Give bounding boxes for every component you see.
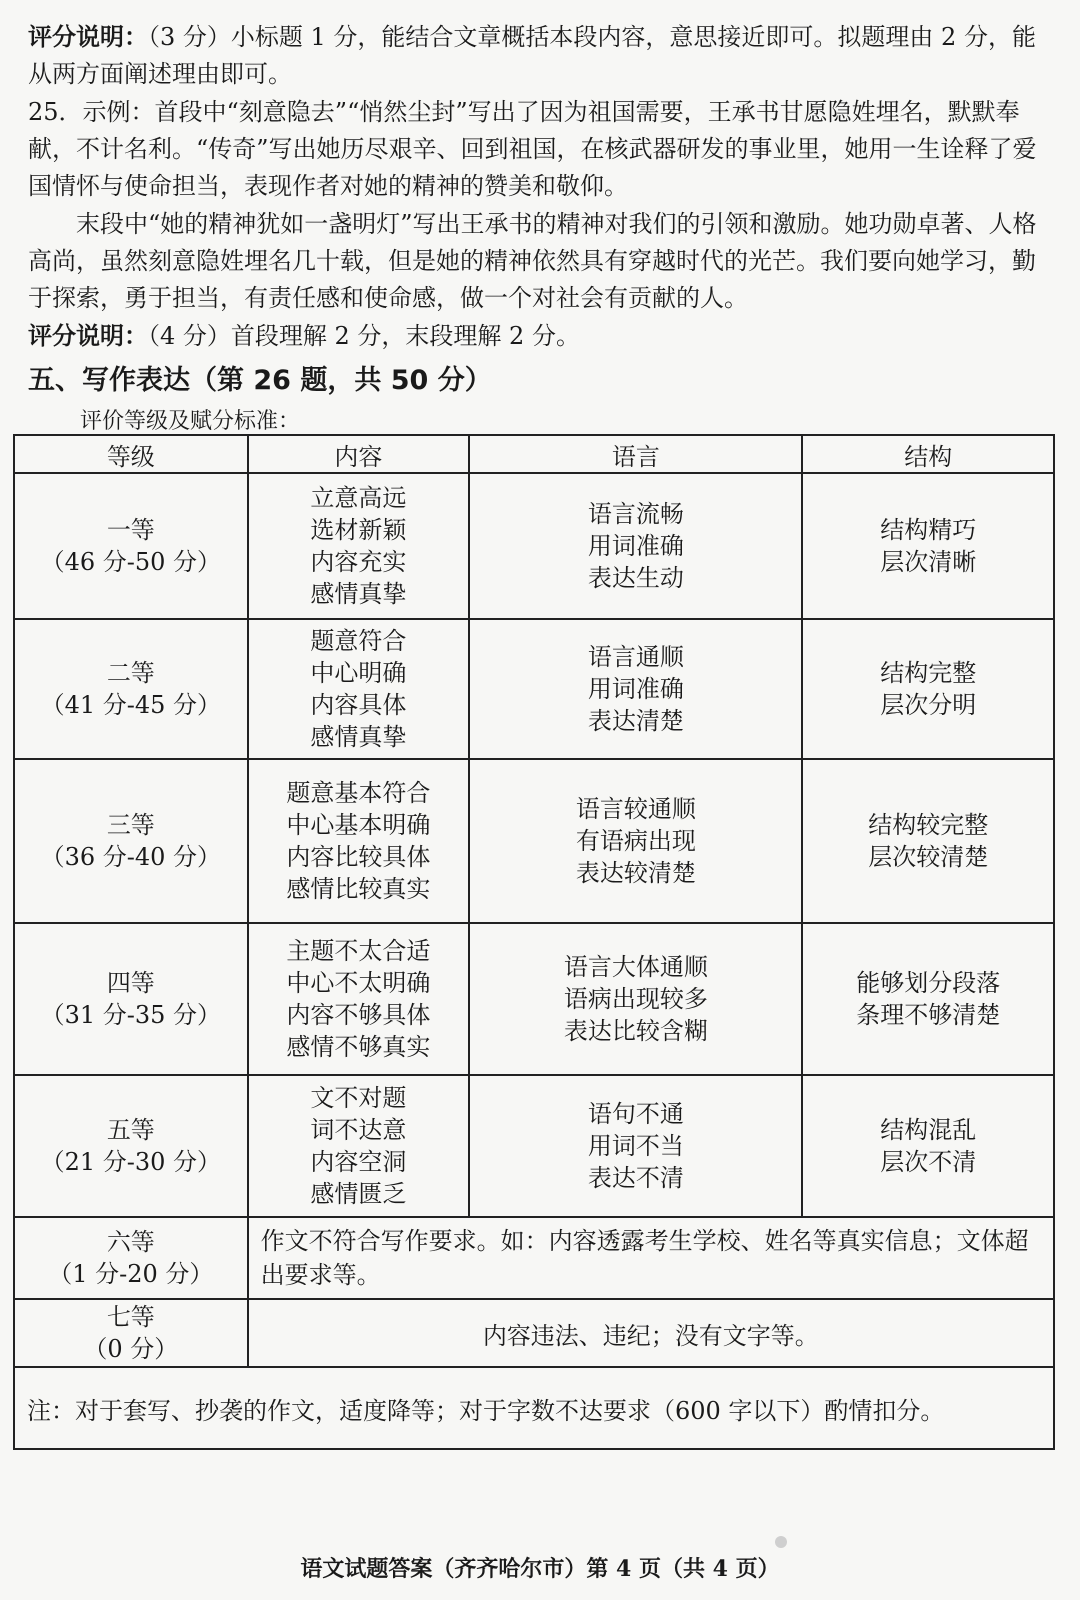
structure-line: 层次分明 xyxy=(880,691,977,719)
grade-name: 六等 xyxy=(106,1228,155,1256)
language-cell xyxy=(469,759,802,923)
language-line: 表达较清楚 xyxy=(575,859,696,887)
language-line: 语句不通 xyxy=(587,1100,684,1128)
grade-cell xyxy=(14,759,248,923)
page-footer: 语文试题答案（齐齐哈尔市）第 4 页（共 4 页） xyxy=(300,1556,780,1582)
grade-score: （31 分-35 分） xyxy=(40,1001,222,1029)
content-line: 题意符合 xyxy=(310,627,407,655)
structure-line: 结构混乱 xyxy=(880,1116,977,1144)
grade-cell xyxy=(14,1217,248,1299)
structure-cell xyxy=(802,759,1054,923)
table-row xyxy=(14,759,1054,923)
content-line: 主题不太合适 xyxy=(286,937,431,965)
structure-line: 结构较完整 xyxy=(868,811,989,839)
grade-name: 三等 xyxy=(106,811,155,839)
scoring-note-text: （4 分）首段理解 2 分，末段理解 2 分。 xyxy=(148,322,580,350)
grade-score: （0 分） xyxy=(83,1335,179,1363)
table-row xyxy=(14,619,1054,759)
structure-line: 结构完整 xyxy=(880,659,977,687)
grading-table xyxy=(13,434,1055,1450)
scoring-note-label: 评分说明： xyxy=(28,321,148,350)
content-line: 内容不够具体 xyxy=(286,1001,431,1029)
content-line: 词不达意 xyxy=(310,1116,407,1144)
language-line: 表达生动 xyxy=(587,564,684,592)
grade-6-description: 作文不符合写作要求。如：内容透露考生学校、姓名等真实信息；文体超出要求等。 xyxy=(248,1217,1054,1299)
header-language: 语言 xyxy=(469,435,802,473)
language-line: 有语病出现 xyxy=(575,827,696,855)
language-line: 用词准确 xyxy=(587,532,684,560)
language-cell xyxy=(469,1075,802,1217)
content-cell xyxy=(248,473,470,619)
structure-line: 层次不清 xyxy=(880,1148,977,1176)
table-note-row xyxy=(14,1367,1054,1449)
language-line: 表达不清 xyxy=(587,1164,684,1192)
grade-cell xyxy=(14,1075,248,1217)
grade-score: （46 分-50 分） xyxy=(40,548,222,576)
scoring-note-24 xyxy=(28,18,1058,93)
content-line: 中心基本明确 xyxy=(286,811,431,839)
language-line: 语言较通顺 xyxy=(575,795,696,823)
structure-cell xyxy=(802,473,1054,619)
grade-score: （41 分-45 分） xyxy=(40,691,222,719)
content-line: 内容空洞 xyxy=(310,1148,407,1176)
grade-cell xyxy=(14,923,248,1075)
content-cell xyxy=(248,759,470,923)
content-line: 感情真挚 xyxy=(310,580,407,608)
content-line: 中心明确 xyxy=(310,659,407,687)
grade-cell xyxy=(14,619,248,759)
grade-cell xyxy=(14,1299,248,1367)
content-line: 题意基本符合 xyxy=(286,779,431,807)
grade-score: （1 分-20 分） xyxy=(48,1260,214,1288)
content-line: 感情比较真实 xyxy=(286,875,431,903)
table-row xyxy=(14,1075,1054,1217)
scoring-note-label: 评分说明： xyxy=(28,22,148,51)
content-line: 中心不太明确 xyxy=(286,969,431,997)
table-row xyxy=(14,923,1054,1075)
content-line: 内容比较具体 xyxy=(286,843,431,871)
table-caption: 评价等级及赋分标准： xyxy=(80,409,301,434)
scoring-note-text: （3 分）小标题 1 分，能结合文章概括本段内容，意思接近即可。拟题理由 2 分，能从两方面阐述理由即可。 xyxy=(28,23,1036,88)
table-note: 注：对于套写、抄袭的作文，适度降等；对于字数不达要求（600 字以下）酌情扣分。 xyxy=(14,1367,1054,1449)
header-grade: 等级 xyxy=(14,435,248,473)
structure-cell xyxy=(802,923,1054,1075)
content-cell xyxy=(248,619,470,759)
content-line: 立意高远 xyxy=(310,484,407,512)
grade-cell xyxy=(14,473,248,619)
grade-name: 五等 xyxy=(106,1116,155,1144)
structure-line: 结构精巧 xyxy=(880,516,977,544)
content-line: 选材新颖 xyxy=(310,516,407,544)
grade-name: 七等 xyxy=(106,1303,155,1331)
answer-25-final-paragraph: 末段中“她的精神犹如一盏明灯”写出王承书的精神对我们的引领和激励。她功勋卓著、人格高尚，虽然刻意隐姓埋名几十载，但是她的精神依然具有穿越时代的光芒。我们要向她学习，勤于探索，勇于担当，有责任感和使命感，做一个对社会有贡献的人。 xyxy=(28,210,1037,312)
content-cell xyxy=(248,923,470,1075)
language-cell xyxy=(469,619,802,759)
language-line: 语病出现较多 xyxy=(563,985,708,1013)
language-cell xyxy=(469,473,802,619)
header-structure: 结构 xyxy=(802,435,1054,473)
section-heading-writing: 五、写作表达（第 26 题，共 50 分） xyxy=(28,365,492,396)
table-row xyxy=(14,1217,1054,1299)
language-line: 语言流畅 xyxy=(587,500,684,528)
language-cell xyxy=(469,923,802,1075)
content-line: 文不对题 xyxy=(310,1084,407,1112)
structure-line: 层次较清楚 xyxy=(868,843,989,871)
content-line: 内容充实 xyxy=(310,548,407,576)
grade-7-description: 内容违法、违纪；没有文字等。 xyxy=(248,1299,1054,1367)
structure-line: 层次清晰 xyxy=(880,548,977,576)
language-line: 表达清楚 xyxy=(587,707,684,735)
grade-name: 二等 xyxy=(106,659,155,687)
grade-score: （21 分-30 分） xyxy=(40,1148,222,1176)
language-line: 表达比较含糊 xyxy=(563,1017,708,1045)
header-content: 内容 xyxy=(248,435,470,473)
content-line: 感情不够真实 xyxy=(286,1033,431,1061)
language-line: 用词准确 xyxy=(587,675,684,703)
content-cell xyxy=(248,1075,470,1217)
structure-line: 能够划分段落 xyxy=(856,969,1001,997)
answer-25-example: 25．示例：首段中“刻意隐去”“悄然尘封”写出了因为祖国需要，王承书甘愿隐姓埋名，默默奉献，不计名利。“传奇”写出她历尽艰辛、回到祖国，在核武器研发的事业里，她用一生诠释了爱国情怀与使命担当，表现作者对她的精神的赞美和敬仰。 xyxy=(28,98,1037,200)
language-line: 语言通顺 xyxy=(587,643,684,671)
table-header-row xyxy=(14,435,1054,473)
grade-name: 四等 xyxy=(106,969,155,997)
language-line: 用词不当 xyxy=(587,1132,684,1160)
scan-speck xyxy=(775,1536,787,1548)
grade-name: 一等 xyxy=(106,516,155,544)
grade-score: （36 分-40 分） xyxy=(40,843,222,871)
structure-cell xyxy=(802,1075,1054,1217)
content-line: 感情真挚 xyxy=(310,723,407,751)
content-line: 感情匮乏 xyxy=(310,1180,407,1208)
structure-cell xyxy=(802,619,1054,759)
table-row xyxy=(14,473,1054,619)
content-line: 内容具体 xyxy=(310,691,407,719)
scoring-note-25 xyxy=(28,317,1058,355)
language-line: 语言大体通顺 xyxy=(563,953,708,981)
structure-line: 条理不够清楚 xyxy=(856,1001,1001,1029)
table-row xyxy=(14,1299,1054,1367)
